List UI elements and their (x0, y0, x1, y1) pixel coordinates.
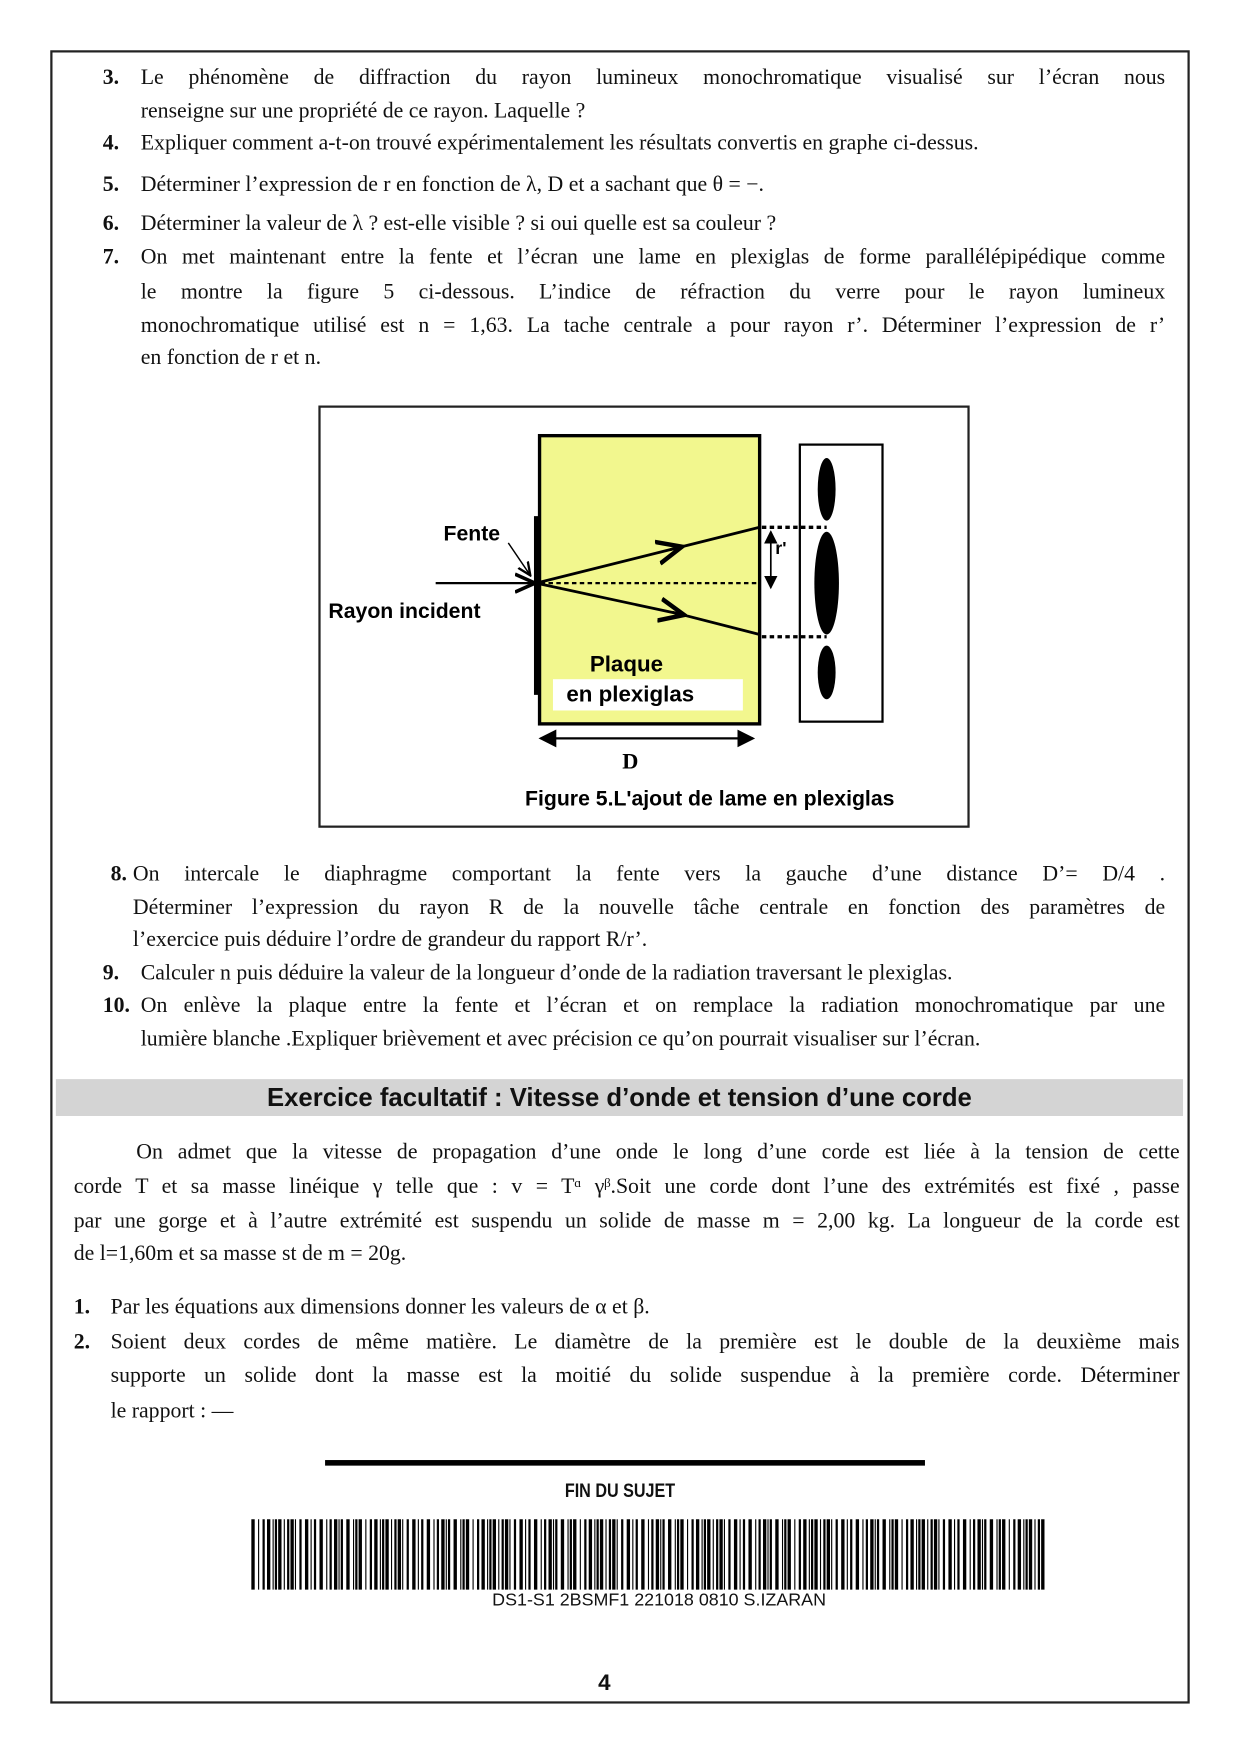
barcode-bar (394, 1519, 396, 1589)
barcode-bar (370, 1519, 372, 1589)
question-line: On met maintenant entre la fente et l’écran une lame en plexiglas de forme parallélépipédique comme (140, 245, 1166, 270)
barcode-bar (943, 1519, 945, 1589)
barcode-bar (895, 1519, 898, 1589)
barcode-bar (541, 1519, 542, 1589)
barcode-bar (326, 1519, 327, 1589)
barcode-bar (788, 1519, 791, 1589)
barcode-bar (763, 1519, 766, 1589)
barcode-bar (704, 1519, 706, 1589)
label-fente: Fente (443, 522, 501, 546)
question-line: Déterminer la valeur de λ ? est-elle visible ? si oui quelle est sa couleur ? (140, 212, 777, 236)
barcode-bar (473, 1519, 474, 1589)
barcode-bar (948, 1519, 951, 1589)
barcode-bar (382, 1519, 384, 1589)
barcode-bar (862, 1519, 863, 1589)
barcode-bar (359, 1519, 362, 1589)
barcode-bar (621, 1519, 623, 1589)
barcode-bar (660, 1519, 661, 1589)
barcode-bar (267, 1519, 270, 1589)
barcode-bar (275, 1519, 277, 1589)
barcode-bar (334, 1519, 337, 1589)
barcode-bar (609, 1519, 611, 1589)
question-line: monochromatique utilisé est n = 1,63. La tache centrale a pour rayon r’. Déterminer l’expression de r’ (140, 313, 1166, 338)
barcode-bar (433, 1519, 434, 1589)
barcode-bar (612, 1519, 615, 1589)
label-plaque: Plaque (589, 651, 664, 677)
barcode-bar (767, 1519, 768, 1589)
barcode-bar (287, 1519, 289, 1589)
question-line: renseigne sur une propriété de ce rayon. Laquelle ? (140, 99, 586, 123)
barcode-bar (963, 1519, 966, 1589)
screen (800, 445, 883, 722)
question-line: On enlève la plaque entre la fente et l’écran et on remplace la radiation monochromatique par une (140, 994, 1166, 1018)
section-header (56, 1079, 1183, 1116)
barcode-bar (675, 1519, 676, 1589)
barcode-bar (957, 1519, 959, 1589)
barcode-bar (341, 1519, 343, 1589)
question-line: Expliquer comment a-t-on trouvé expérimentalement les résultats convertis en graphe ci-dessus. (140, 131, 979, 156)
barcode-bar (648, 1519, 649, 1589)
barcode-bar (875, 1519, 876, 1589)
barcode-bar (784, 1519, 786, 1589)
question-number: 3. (102, 65, 120, 90)
barcode-bar (273, 1519, 274, 1589)
barcode-bar (627, 1519, 630, 1589)
barcode-bar (561, 1519, 564, 1589)
barcode-bar (1009, 1519, 1010, 1589)
barcode-bar (567, 1519, 568, 1589)
barcode-bar (514, 1519, 516, 1589)
intro-line: corde T et sa masse linéique γ telle que : v = Tᵅ γᵝ.Soit une corde dont l’une des extrémités est fixé , passe (73, 1175, 1180, 1199)
barcode-bar (632, 1519, 633, 1589)
barcode-bar (759, 1519, 761, 1589)
end-label: FIN DU SUJET (564, 1480, 676, 1502)
barcode-bar (728, 1519, 730, 1589)
barcode-bar (809, 1519, 810, 1589)
label-r-prime: r' (775, 538, 787, 559)
barcode-bar (999, 1519, 1001, 1589)
barcode-bar (418, 1519, 419, 1589)
question-number: 9. (102, 961, 120, 986)
intro-line: par une gorge et à l’autre extrémité est suspendu un solide de masse m = 2,00 kg. La longueur de la corde est (73, 1209, 1180, 1234)
barcode-bar (847, 1519, 848, 1589)
barcode-bar (827, 1519, 830, 1589)
question-line: le rapport : — (110, 1399, 234, 1424)
barcode-bar (489, 1519, 491, 1589)
barcode-bar (584, 1519, 586, 1589)
barcode-bar (870, 1519, 873, 1589)
barcode-bar (437, 1519, 439, 1589)
question-number: 10. (102, 994, 131, 1018)
barcode-bar (724, 1519, 725, 1589)
question-line: Le phénomène de diffraction du rayon lumineux monochromatique visualisé sur l’écran nous (140, 65, 1166, 90)
barcode-bar (580, 1519, 581, 1589)
label-plexiglas: en plexiglas (566, 681, 695, 707)
barcode-bar (1034, 1519, 1035, 1589)
barcode-bar (380, 1519, 381, 1589)
barcode-bar (748, 1519, 751, 1589)
barcode-bar (355, 1519, 357, 1589)
barcode-bar (509, 1519, 510, 1589)
barcode-bar (412, 1519, 415, 1589)
barcode-bar (719, 1519, 722, 1589)
barcode-bar (740, 1519, 741, 1589)
barcode-bar (836, 1519, 838, 1589)
barcode-bar (922, 1519, 925, 1589)
barcode-bar (290, 1519, 293, 1589)
barcode-bar (427, 1519, 430, 1589)
barcode-bar (544, 1519, 546, 1589)
diffraction-spot-center (814, 532, 839, 635)
barcode-bar (617, 1519, 618, 1589)
diffraction-spot-bottom (818, 646, 836, 700)
barcode-bar (938, 1519, 939, 1589)
barcode-bar (402, 1519, 403, 1589)
barcode (251, 1519, 1044, 1589)
barcode-bar (850, 1519, 852, 1589)
barcode-bar (493, 1519, 496, 1589)
barcode-bar (707, 1519, 710, 1589)
barcode-bar (589, 1519, 592, 1589)
barcode-bar (597, 1519, 599, 1589)
barcode-bar (927, 1519, 928, 1589)
barcode-bar (573, 1519, 576, 1589)
diffraction-spot-top (818, 458, 836, 521)
intro-line: de l=1,60m et sa masse st de m = 20g. (73, 1242, 407, 1266)
question-number: 2. (73, 1330, 91, 1354)
barcode-bar (594, 1519, 595, 1589)
question-line: supporte un solide dont la masse est la moitié du solide suspendue à la première corde. Déterminer (110, 1363, 1180, 1388)
barcode-bar (477, 1519, 479, 1589)
intro-line: On admet que la vitesse de propagation d’une onde le long d’une corde est liée à la tension de cette (136, 1140, 1180, 1165)
end-divider (325, 1460, 925, 1466)
barcode-bar (755, 1519, 756, 1589)
barcode-bar (713, 1519, 714, 1589)
barcode-bar (794, 1519, 795, 1589)
question-number: 5. (102, 173, 120, 197)
barcode-bar (295, 1519, 296, 1589)
barcode-bar (775, 1519, 778, 1589)
barcode-bar (668, 1519, 671, 1589)
barcode-bar (481, 1519, 484, 1589)
barcode-bar (319, 1519, 322, 1589)
question-number: 8. (110, 862, 127, 886)
barcode-bar (656, 1519, 659, 1589)
barcode-bar (1002, 1519, 1005, 1589)
barcode-bar (1025, 1519, 1027, 1589)
barcode-bar (636, 1519, 638, 1589)
barcode-bar (877, 1519, 879, 1589)
barcode-bar (498, 1519, 499, 1589)
question-line: le montre la figure 5 ci-dessous. L’indice de réfraction du verre pour le rayon lumineux (140, 280, 1166, 304)
barcode-bar (823, 1519, 825, 1589)
barcode-bar (570, 1519, 572, 1589)
barcode-bar (1029, 1519, 1032, 1589)
barcode-bar (391, 1519, 392, 1589)
barcode-bar (931, 1519, 933, 1589)
barcode-bar (487, 1519, 488, 1589)
barcode-bar (891, 1519, 893, 1589)
barcode-bar (278, 1519, 281, 1589)
barcode-bar (1013, 1519, 1015, 1589)
barcode-caption: DS1-S1 2BSMF1 221018 0810 S.IZARAN (492, 1590, 826, 1610)
barcode-bar (641, 1519, 644, 1589)
figure-caption: Figure 5.L'ajout de lame en plexiglas (525, 787, 895, 811)
question-number: 6. (102, 212, 120, 236)
barcode-bar (534, 1519, 537, 1589)
question-line: l’exercice puis déduire l’ordre de grandeur du rapport R/r’. (132, 928, 648, 952)
barcode-bar (330, 1519, 332, 1589)
barcode-bar (528, 1519, 530, 1589)
barcode-bar (548, 1519, 551, 1589)
barcode-bar (505, 1519, 508, 1589)
barcode-bar (716, 1519, 718, 1589)
page-number: 4 (598, 1671, 611, 1696)
barcode-bar (734, 1519, 737, 1589)
question-line: lumière blanche .Expliquer brièvement et avec précision ce qu’on pourrait visualiser sur l’écran. (140, 1027, 981, 1052)
barcode-bar (454, 1519, 457, 1589)
barcode-bar (691, 1519, 693, 1589)
barcode-bar (553, 1519, 554, 1589)
question-line: en fonction de r et n. (140, 346, 322, 370)
fente-pointer (508, 543, 529, 574)
label-rayon-incident: Rayon incident (328, 599, 481, 623)
barcode-bar (743, 1519, 745, 1589)
barcode-bar (856, 1519, 859, 1589)
question-number: 4. (102, 131, 120, 156)
question-line: Soient deux cordes de même matière. Le diamètre de la première est le double de la deuxième mais (110, 1330, 1180, 1354)
barcode-bar (954, 1519, 955, 1589)
barcode-bar (421, 1519, 423, 1589)
barcode-bar (918, 1519, 920, 1589)
barcode-bar (1023, 1519, 1024, 1589)
barcode-bar (374, 1519, 377, 1589)
barcode-bar (338, 1519, 339, 1589)
question-line: Calculer n puis déduire la valeur de la longueur d’onde de la radiation traversant le plexiglas. (140, 961, 953, 986)
barcode-bar (462, 1519, 464, 1589)
barcode-bar (651, 1519, 653, 1589)
barcode-bar (996, 1519, 997, 1589)
barcode-bar (398, 1519, 401, 1589)
barcode-bar (977, 1519, 980, 1589)
barcode-bar (990, 1519, 993, 1589)
barcode-bar (901, 1519, 902, 1589)
barcode-bar (519, 1519, 522, 1589)
barcode-bar (385, 1519, 388, 1589)
barcode-bar (353, 1519, 354, 1589)
barcode-bar (680, 1519, 683, 1589)
barcode-bar (841, 1519, 844, 1589)
barcode-bar (696, 1519, 699, 1589)
barcode-bar (889, 1519, 890, 1589)
barcode-bar (916, 1519, 917, 1589)
barcode-bar (460, 1519, 461, 1589)
barcode-bar (365, 1519, 366, 1589)
barcode-bar (677, 1519, 679, 1589)
barcode-bar (441, 1519, 444, 1589)
barcode-bar (305, 1519, 308, 1589)
barcode-bar (814, 1519, 817, 1589)
barcode-bar (803, 1519, 806, 1589)
barcode-bar (284, 1519, 285, 1589)
barcode-bar (770, 1519, 772, 1589)
barcode-bar (982, 1519, 983, 1589)
barcode-bar (934, 1519, 937, 1589)
barcode-bar (662, 1519, 664, 1589)
barcode-bar (299, 1519, 301, 1589)
barcode-bar (799, 1519, 801, 1589)
barcode-bar (970, 1519, 971, 1589)
section-title: Exercice facultatif : Vitesse d’onde et tension d’une corde (266, 1082, 972, 1112)
barcode-bar (1038, 1519, 1040, 1589)
barcode-bar (407, 1519, 409, 1589)
barcode-bar (1041, 1519, 1044, 1589)
barcode-bar (251, 1519, 254, 1589)
barcode-bar (820, 1519, 821, 1589)
barcode-bar (782, 1519, 783, 1589)
barcode-bar (687, 1519, 688, 1589)
barcode-bar (466, 1519, 469, 1589)
barcode-bar (702, 1519, 703, 1589)
barcode-bar (906, 1519, 908, 1589)
question-line: Déterminer l’expression de r en fonction de λ, D et a sachant que θ = −. (140, 173, 764, 197)
barcode-bar (883, 1519, 886, 1589)
barcode-bar (973, 1519, 975, 1589)
question-number: 1. (73, 1295, 91, 1320)
barcode-bar (258, 1519, 259, 1589)
barcode-bar (605, 1519, 606, 1589)
barcode-bar (555, 1519, 557, 1589)
barcode-bar (314, 1519, 316, 1589)
question-number: 7. (102, 245, 120, 270)
barcode-bar (525, 1519, 526, 1589)
barcode-bar (311, 1519, 312, 1589)
barcode-bar (811, 1519, 813, 1589)
question-line: Par les équations aux dimensions donner les valeurs de α et β. (110, 1295, 650, 1320)
barcode-bar (448, 1519, 450, 1589)
label-d: D (622, 748, 639, 774)
barcode-bar (600, 1519, 603, 1589)
barcode-bar (910, 1519, 913, 1589)
barcode-bar (502, 1519, 504, 1589)
barcode-bar (984, 1519, 986, 1589)
barcode-bar (263, 1519, 265, 1589)
barcode-bar (446, 1519, 447, 1589)
question-line: Déterminer l’expression du rayon R de la nouvelle tâche centrale en fonction des paramètres de (132, 895, 1166, 920)
barcode-bar (866, 1519, 868, 1589)
question-line: On intercale le diaphragme comportant la fente vers la gauche d’une distance D’= D/4 . (132, 862, 1166, 886)
barcode-bar (831, 1519, 832, 1589)
barcode-bar (346, 1519, 349, 1589)
barcode-bar (1018, 1519, 1021, 1589)
